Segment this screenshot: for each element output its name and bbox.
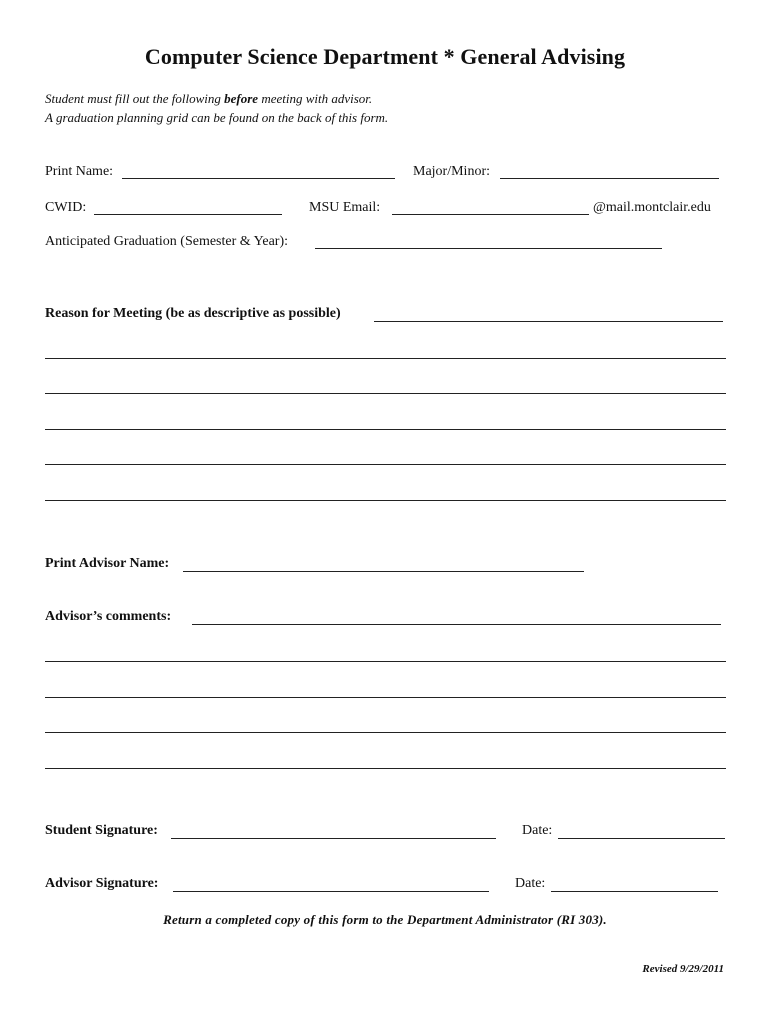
cwid-label: CWID:	[45, 200, 87, 215]
anticipated-graduation-label: Anticipated Graduation (Semester & Year):	[45, 234, 288, 249]
reason-line[interactable]	[45, 451, 726, 465]
msu-email-field[interactable]	[392, 201, 589, 215]
print-name-label: Print Name:	[45, 164, 114, 179]
instruction-text-end: meeting with advisor.	[258, 91, 373, 106]
advisor-date-label: Date:	[515, 876, 546, 891]
revision-date: Revised 9/29/2011	[642, 963, 724, 975]
advisor-comments-line[interactable]	[45, 755, 726, 769]
reason-field[interactable]	[374, 308, 723, 322]
advisor-signature-field[interactable]	[173, 878, 489, 892]
print-advisor-name-label: Print Advisor Name:	[45, 556, 170, 571]
student-date-label: Date:	[522, 823, 553, 838]
advisor-comments-line[interactable]	[45, 648, 726, 662]
student-signature-label: Student Signature:	[45, 823, 158, 838]
return-instruction: Return a completed copy of this form to the Department Administrator (RI 303).	[163, 912, 607, 927]
student-signature-field[interactable]	[171, 825, 496, 839]
advisor-date-field[interactable]	[551, 878, 718, 892]
major-minor-field[interactable]	[500, 165, 719, 179]
advisor-comments-field[interactable]	[192, 611, 721, 625]
form-title: Computer Science Department * General Advising	[144, 44, 626, 69]
advisor-signature-label: Advisor Signature:	[45, 876, 159, 891]
student-date-field[interactable]	[558, 825, 725, 839]
reason-for-meeting-label: Reason for Meeting (be as descriptive as possible)	[45, 306, 341, 321]
advisor-comments-line[interactable]	[45, 719, 726, 733]
msu-email-label: MSU Email:	[309, 200, 381, 215]
reason-line[interactable]	[45, 380, 726, 394]
instruction-emphasis: before	[224, 91, 259, 106]
instruction-text-start: Student must fill out the following	[45, 91, 225, 106]
instruction-line-2: A graduation planning grid can be found on the back of this form.	[45, 110, 389, 125]
instruction-line-1	[45, 91, 372, 107]
print-name-field[interactable]	[122, 165, 395, 179]
reason-line[interactable]	[45, 487, 726, 501]
advisor-comments-line[interactable]	[45, 684, 726, 698]
reason-line[interactable]	[45, 345, 726, 359]
reason-line[interactable]	[45, 416, 726, 430]
major-minor-label: Major/Minor:	[413, 164, 490, 179]
email-domain-suffix: @mail.montclair.edu	[593, 200, 711, 215]
advisor-comments-label: Advisor’s comments:	[45, 609, 172, 624]
advisor-name-field[interactable]	[183, 558, 584, 572]
cwid-field[interactable]	[94, 201, 282, 215]
anticipated-graduation-field[interactable]	[315, 235, 662, 249]
